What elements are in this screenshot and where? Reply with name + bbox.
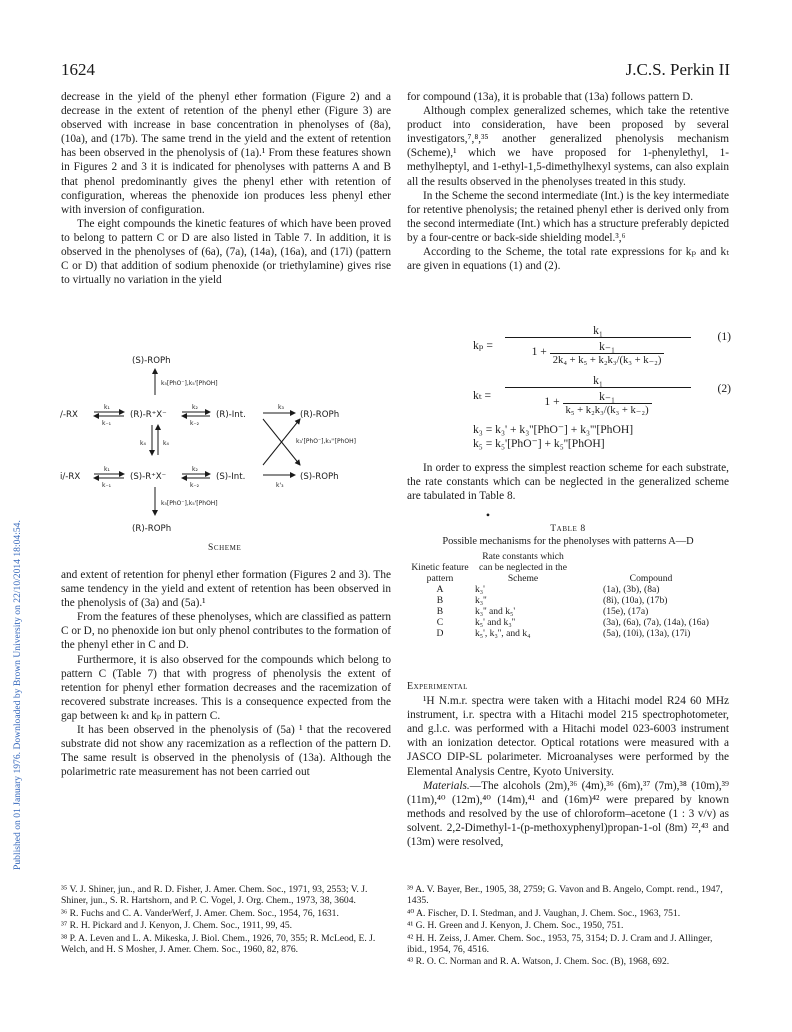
paragraph: In the Scheme the second intermediate (Int.) is the key intermediate for retentive phenolysis; the retained phenyl ether is derived only from the second intermediate (Int.) which has a structure preferably depicted by a four-centre or back-side shielding model.³,⁶ <box>407 189 729 244</box>
scheme-k-1-r: k₋₁ <box>102 420 112 427</box>
paragraph: From the features of these phenolyses, which are classified as pattern C or D, no phenoxide ion but only phenol contributes to the formation of the phenyl ether in C and D. <box>61 611 391 652</box>
journal-header: J.C.S. Perkin II <box>625 60 730 79</box>
table-cell: (3a), (6a), (7a), (14a), (16a) <box>603 617 710 628</box>
scheme-k-2-s: k₋₂ <box>190 482 200 489</box>
scheme-k-2-r: k₋₂ <box>190 420 200 427</box>
table-cell: k₃'' <box>475 595 487 606</box>
table-cell: k₅' and k₃'' <box>475 617 516 628</box>
scheme-rx-r: /-RX <box>60 410 78 420</box>
paragraph: Furthermore, it is also observed for the compounds which belong to pattern C (Table 7) that with progress of phenolysis the extent of retention for phenyl ether formation decreases and the racemization of recovered substrate increases. This is a consequence expected from the gap between kₜ and kₚ in pattern C. <box>61 653 391 722</box>
footnote: ⁴⁰ A. Fischer, D. I. Stedman, and J. Vaughan, J. Chem. Soc., 1963, 751. <box>407 907 681 919</box>
scheme-k4-right: k₄ <box>163 440 169 447</box>
table-row <box>407 584 729 595</box>
table-cell: k₃' <box>475 584 485 595</box>
experimental-heading: Experimental <box>407 681 468 692</box>
table-cell: k₅', k₃'', and k₄ <box>475 628 531 639</box>
equation-2-inner-numerator: k₋₁ <box>563 389 652 404</box>
table-cell: k₃'' and k₅' <box>475 606 516 617</box>
table-header-compound: Compound <box>629 573 673 584</box>
equation-2-lhs: kₜ = <box>473 389 492 402</box>
scheme-k2-r: k₂ <box>192 404 198 411</box>
footnote: ³⁶ R. Fuchs and C. A. VanderWerf, J. Amer. Chem. Soc., 1954, 76, 1631. <box>61 907 339 919</box>
scheme-int-s: (S)-Int. <box>216 472 246 482</box>
table-row <box>407 628 729 639</box>
left-column-top <box>61 90 391 287</box>
paragraph: Although complex generalized schemes, which take the retentive product into consideration, have been proposed by several investigators,⁷,⁸,³⁵ another generalized phenolysis mechanism (Scheme),¹ which we have proposed for 1-phenylethyl, 1-methylheptyl, and 1-ethyl-1,5-dimethylhexyl systems, can also explain all the results observed in the phenolyses treated in this study. <box>407 105 729 188</box>
page-number: 1624 <box>61 60 95 79</box>
footnote: ⁴² H. H. Zeiss, J. Amer. Chem. Soc., 1953, 75, 3154; D. J. Cram and J. Allinger, ibid., 1954, 76, 4516. <box>407 932 713 956</box>
paragraph <box>407 779 729 849</box>
table-cell: A <box>436 584 444 595</box>
footnote: ⁴¹ G. H. Green and J. Kenyon, J. Chem. Soc., 1950, 751. <box>407 920 624 932</box>
table-row <box>407 617 729 628</box>
equation-2-tag: (2) <box>717 382 731 395</box>
footnote: ³⁸ P. A. Leven and L. A. Mikeska, J. Biol. Chem., 1926, 70, 355; R. McLeod, E. J. Welch, and H. S Mosher, J. Amer. Chem. Soc., 1960, 82, 876. <box>61 932 376 956</box>
equation-2 <box>505 374 691 416</box>
footnotes-right <box>407 884 729 969</box>
equation-1-one-plus: 1 + <box>531 345 547 359</box>
table-row <box>407 595 729 606</box>
right-column-top <box>407 90 729 273</box>
scheme-prod-r: (R)-ROPh <box>300 410 340 420</box>
table-row <box>407 606 729 617</box>
materials-lead: Materials. <box>423 779 470 792</box>
table-title: Table 8 <box>550 523 586 534</box>
left-column-bottom <box>61 568 391 779</box>
table-header-pattern: Kinetic feature pattern <box>411 562 469 584</box>
table-cell: C <box>436 617 444 628</box>
scheme-k1-r: k₁ <box>104 404 110 411</box>
scheme-rx-s: i/-RX <box>60 472 81 482</box>
scheme-k1-s: k₁ <box>104 466 110 473</box>
equation-2-numerator: k₁ <box>505 374 691 388</box>
table-cell: (8i), (10a), (17b) <box>603 595 668 606</box>
table-cell: (5a), (10i), (13a), (17i) <box>603 628 691 639</box>
definition-k3: k₃ = k₃' + k₃''[PhO⁻] + k₃'''[PhOH] <box>473 423 634 436</box>
equation-1 <box>505 324 691 366</box>
equation-1-inner-denominator: 2k₄ + k₅ + k₂k₃/(k₃ + k₋₂) <box>552 355 662 366</box>
materials-text: —The alcohols (2m),³⁶ (4m),³⁶ (6m),³⁷ (7m),³⁸ (10m),³⁹ (11m),⁴⁰ (12m),⁴⁰ (14m),⁴¹ and (16m)⁴² were prepared by known methods and resolved by the use of chloroform–acetone (1 : 3 v/v) as solvent. 2,2-Dimethyl-1-(p-methoxyphenyl)propan-1-ol (8m) ²²,⁴³ and (13m) were resolved, <box>407 779 729 849</box>
paragraph: The eight compounds the kinetic features of which have been proved to belong to pattern C or D are also listed in Table 7. In addition, it is observed in the phenolyses of (6a), (7a), (14a), (16a), and (17i) (pattern C or D) that addition of sodium phenoxide (or triethylamine) gives rise to virtually no variation in the yield <box>61 217 391 287</box>
scheme-top-species: (S)-ROPh <box>132 356 171 366</box>
footnote: ³⁷ R. H. Pickard and J. Kenyon, J. Chem. Soc., 1911, 99, 45. <box>61 920 293 932</box>
scheme-int-r: (R)-Int. <box>216 410 246 420</box>
scheme-k2-s: k₂ <box>192 466 198 473</box>
scheme-prod-s: (S)-ROPh <box>300 472 339 482</box>
scheme-bottom-species: (R)-ROPh <box>132 524 172 534</box>
definition-k5: k₅ = k₅'[PhO⁻] + k₅''[PhOH] <box>473 437 605 450</box>
equation-2-one-plus: 1 + <box>544 395 560 409</box>
footnote: ³⁵ V. J. Shiner, jun., and R. D. Fisher, J. Amer. Chem. Soc., 1971, 93, 2553; V. J. Shiner, jun., S. R. Hartshorn, and P. C. Vogel, J. Org. Chem., 1973, 38, 3604. <box>61 884 368 907</box>
table-cell: D <box>436 628 444 639</box>
download-watermark-text: Published on 01 January 1976. Downloaded by Brown University on 22/10/2014 18:04:54. <box>12 520 23 870</box>
paragraph: It has been observed in the phenolysis of (5a) ¹ that the recovered substrate did not show any racemization as a reflection of the pattern D. The same result is observed in the phenolysis of (13a). Although the polarimetric rate measurement has not been carried out <box>61 724 391 779</box>
scheme-k-cross: k₃'[PhO⁻],k₃''[PhOH] <box>296 438 356 445</box>
paragraph: According to the Scheme, the total rate expressions for kₚ and kₜ are given in equations (1) and (2). <box>407 246 729 273</box>
rate-equations <box>473 324 731 450</box>
table-caption: Possible mechanisms for the phenolyses with patterns A—D <box>442 536 694 547</box>
experimental-section <box>407 680 729 849</box>
paragraph: for compound (13a), it is probable that (13a) follows pattern D. <box>407 91 694 103</box>
reaction-scheme <box>60 355 405 555</box>
scheme-k4-left: k₄ <box>140 440 146 447</box>
table-header-constants: Rate constants which can be neglected in the Scheme <box>479 551 567 584</box>
paragraph: and extent of retention for phenyl ether formation (Figures 2 and 3). The same tendency in the yield and extent of retention has been observed in the phenolysis of (3a) and (5a).¹ <box>61 569 391 610</box>
download-watermark <box>12 150 24 870</box>
footnotes-left <box>61 884 391 956</box>
footnote: ⁴³ R. O. C. Norman and R. A. Watson, J. Chem. Soc. (B), 1968, 692. <box>407 956 670 968</box>
right-column-mid <box>407 461 729 503</box>
equation-1-lhs: kₚ = <box>473 339 493 352</box>
equation-2-inner-denominator: k₅ + k₂k₃/(k₃ + k₋₂) <box>565 405 649 416</box>
scheme-ion-r: (R)-R⁺X⁻ <box>130 410 167 420</box>
scheme-k3-r: k₃ <box>278 404 284 411</box>
scheme-k-1-s: k₋₁ <box>102 482 112 489</box>
scheme-k-bottom: k₅[PhO⁻],k₅'[PhOH] <box>161 500 218 507</box>
table-cell: B <box>436 606 444 617</box>
equation-1-inner-numerator: k₋₁ <box>550 339 665 354</box>
paragraph: In order to express the simplest reaction scheme for each substrate, the rate constants which can be neglected in the generalized scheme are tabulated in Table 8. <box>407 462 729 503</box>
scheme-ion-s: (S)-R⁺X⁻ <box>130 472 167 482</box>
scheme-caption: Scheme <box>208 543 242 553</box>
scheme-k-top: k₅[PhO⁻],k₅'[PhOH] <box>161 380 218 387</box>
paragraph: ¹H N.m.r. spectra were taken with a Hitachi model R24 60 MHz instrument, i.r. spectra with a Hitachi model 215 spectrophotometer, and g.l.c. was performed with a Hitachi model 023-6003 instrument with an ionization detector. Optical rotations were measured with a JASCO DIP-SL polarimeter. Microanalyses were performed by the Elemental Analysis Centre, Kyoto University. <box>407 695 729 778</box>
table-cell: (1a), (3b), (8a) <box>603 584 660 595</box>
table-cell: (15e), (17a) <box>603 606 649 617</box>
equation-1-tag: (1) <box>717 330 731 343</box>
paragraph: decrease in the yield of the phenyl ether formation (Figure 2) and a decrease in the extent of retention of the phenyl ether (Figure 3) are observed with increase in base concentration in phenolyses of (8a), (10a), and (17b). The same trend in the yield and the extent of retention has been observed in the phenolysis of (1a).¹ From these features shown in Figures 2 and 3 it is indicated for phenolyses with patterns A and B that phenol predominantly gives the phenyl ether with retention of configuration, whereas the phenoxide ion produces less phenyl ether with inversion of configuration. <box>61 91 391 216</box>
table-8-grid <box>407 551 729 639</box>
table-8 <box>407 509 729 639</box>
footnote: ³⁹ A. V. Bayer, Ber., 1905, 38, 2759; G. Vavon and B. Angelo, Compt. rend., 1947, 1435. <box>407 884 723 907</box>
table-cell: B <box>436 595 444 606</box>
scheme-k3p-s: k'₃ <box>276 482 284 489</box>
table-bullet: • <box>485 508 491 522</box>
equation-1-numerator: k₁ <box>505 324 691 338</box>
